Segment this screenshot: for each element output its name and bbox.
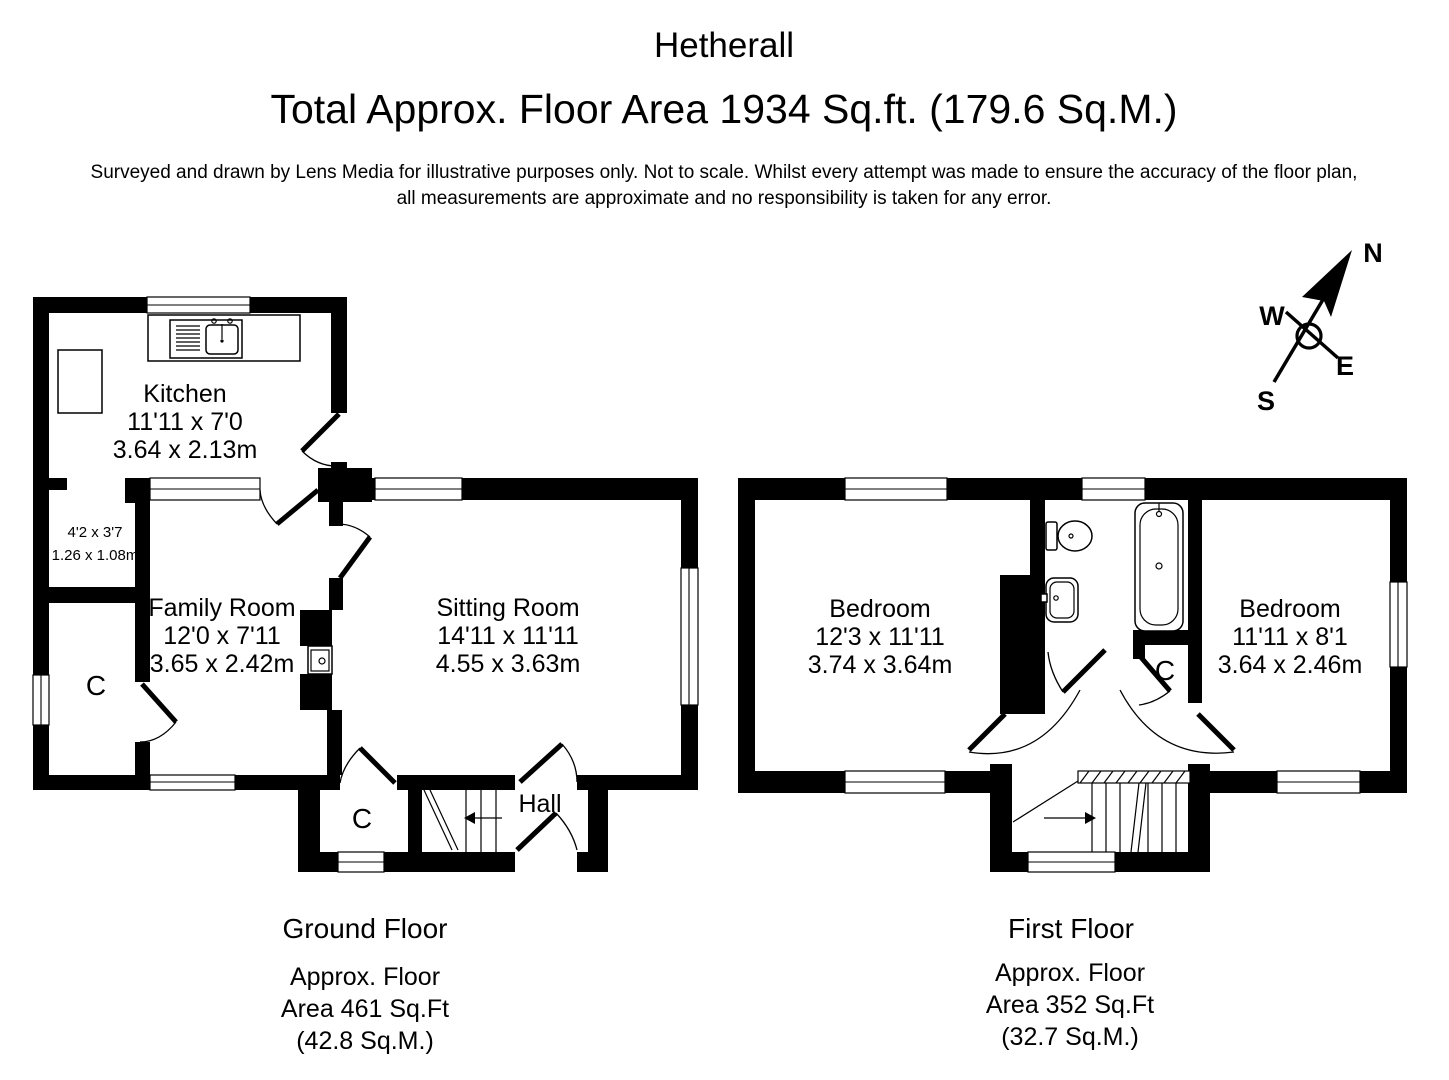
bedroom-left-dim-imperial: 12'3 x 11'11 [815, 623, 945, 651]
bedroom-left-top-window [845, 478, 947, 500]
stairs-down-arrow [1085, 812, 1096, 824]
closet-bottom-door [340, 748, 395, 783]
first-floor-plan [738, 478, 1407, 1051]
compass-n-label: N [1363, 238, 1383, 268]
kitchen-window [147, 297, 250, 313]
bedroom-right-dim-metric: 3.64 x 2.46m [1217, 651, 1363, 679]
kitchen-counter [58, 350, 102, 413]
ground-floor-area-3: (42.8 Sq.M.) [296, 1027, 434, 1055]
closet-first-floor-label: C [1154, 655, 1176, 686]
first-floor-area-2: Area 352 Sq.Ft [985, 991, 1155, 1019]
header [91, 26, 1358, 209]
ground-floor-walls [33, 297, 698, 872]
bathroom-door [1048, 650, 1105, 692]
total-area-subtitle: Total Approx. Floor Area 1934 Sq.ft. (179.6 Sq.M.) [270, 86, 1178, 132]
bedroom-right-side-window [1390, 582, 1407, 667]
store-dim-imperial: 4'2 x 3'7 [67, 524, 123, 541]
bedroom-right-bottom-window [1277, 771, 1360, 793]
basin [1041, 578, 1078, 622]
compass-north-arrow [1302, 250, 1352, 317]
first-floor-area-3: (32.7 Sq.M.) [1001, 1023, 1139, 1051]
bedroom-left-dim-metric: 3.74 x 3.64m [807, 651, 953, 679]
compass-e-label: E [1335, 351, 1355, 381]
bathtub [1135, 503, 1183, 631]
ground-floor-stairs [424, 790, 502, 852]
kitchen-family-door [260, 490, 318, 524]
store-dim-metric: 1.26 x 1.08m [51, 547, 139, 564]
toilet [1046, 521, 1092, 551]
closet-left-door [140, 684, 176, 742]
sitting-room-top-window [375, 478, 462, 500]
bathroom-window [1082, 478, 1145, 500]
family-room-window [150, 775, 235, 790]
fireplace [308, 646, 332, 674]
closet-bottom-label: C [351, 803, 373, 834]
kitchen-dim-imperial: 11'11 x 7'0 [127, 408, 243, 436]
closet-bottom-window [338, 852, 384, 872]
page-title: Hetherall [653, 26, 795, 65]
family-room-dim-metric: 3.65 x 2.42m [149, 650, 295, 678]
family-sitting-door [338, 524, 370, 578]
ground-floor-area-1: Approx. Floor [289, 963, 441, 991]
closet-left-label: C [85, 670, 107, 701]
bedroom-right-door [1120, 690, 1234, 753]
first-floor-title: First Floor [1008, 913, 1134, 944]
bedroom-right-label: Bedroom [1239, 595, 1341, 623]
sitting-room-label: Sitting Room [436, 594, 580, 622]
front-door [517, 813, 577, 850]
landing-window [1028, 852, 1115, 872]
ground-floor-labels [52, 380, 581, 834]
sitting-room-dim-metric: 4.55 x 3.63m [435, 650, 581, 678]
kitchen-family-window [150, 478, 260, 500]
bathroom-fixtures [1041, 503, 1183, 631]
closet-left-window [33, 675, 49, 725]
disclaimer-line-1: Surveyed and drawn by Lens Media for illustrative purposes only. Not to scale. Whilst every attempt was made to ensure the accuracy of the floor plan, [90, 162, 1358, 183]
bedroom-left-bottom-window [845, 771, 945, 793]
first-floor-area-1: Approx. Floor [994, 959, 1146, 987]
first-floor-caption [986, 913, 1154, 1051]
family-room-label: Family Room [148, 594, 296, 622]
sitting-room-dim-imperial: 14'11 x 11'11 [437, 622, 579, 650]
ground-floor-area-2: Area 461 Sq.Ft [280, 995, 450, 1023]
bedroom-right-dim-imperial: 11'11 x 8'1 [1232, 623, 1348, 651]
sitting-hall-door [520, 744, 577, 782]
bedroom-left-label: Bedroom [829, 595, 931, 623]
kitchen-back-door [302, 414, 339, 466]
first-floor-stairs [1013, 771, 1190, 852]
compass-s-label: S [1256, 386, 1276, 416]
ground-floor-plan [33, 297, 698, 1055]
compass-rose [1257, 238, 1383, 416]
ground-floor-caption [281, 913, 449, 1055]
family-room-dim-imperial: 12'0 x 7'11 [163, 622, 281, 650]
kitchen-sink [170, 319, 242, 358]
disclaimer-line-2: all measurements are approximate and no responsibility is taken for any error. [396, 188, 1052, 209]
ground-floor-title: Ground Floor [282, 913, 448, 944]
hall-label: Hall [518, 790, 562, 818]
kitchen-dim-metric: 3.64 x 2.13m [112, 436, 258, 464]
sitting-room-right-window [681, 568, 698, 705]
compass-w-label: W [1259, 301, 1285, 331]
kitchen-label: Kitchen [143, 380, 227, 408]
